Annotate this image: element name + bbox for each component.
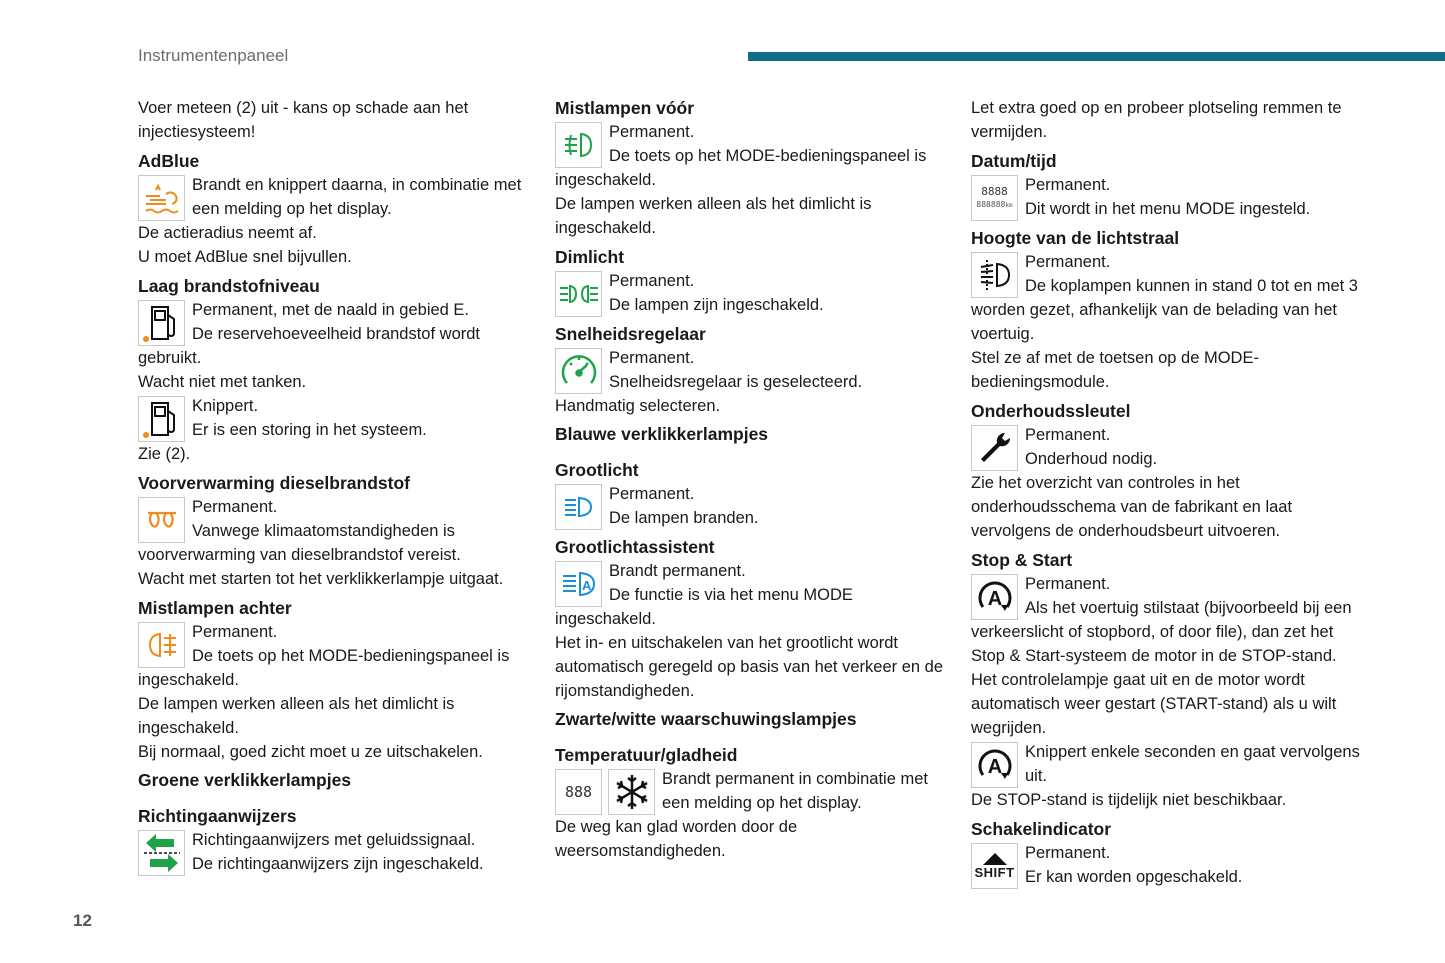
odometer-digits xyxy=(976,200,1012,211)
running-header: Instrumentenpaneel xyxy=(138,46,289,65)
fuel-pump-icon xyxy=(138,300,185,346)
rear-fog-line3: De lampen werken alleen als het dimlicht is ingeschakeld. xyxy=(138,695,455,737)
section-title: Grootlicht xyxy=(555,460,639,480)
preheat-block xyxy=(138,495,530,567)
snowflake-icon xyxy=(608,769,655,815)
front-fog-line3: De lampen werken alleen als het dimlicht is ingeschakeld. xyxy=(555,195,872,237)
cruise-line3: Handmatig selecteren. xyxy=(555,397,721,415)
cruise-control-icon xyxy=(555,348,602,394)
adblue-line1: Brandt en knippert daarna, in combinatie met een melding op het display. xyxy=(192,176,522,218)
section-title: Grootlichtassistent xyxy=(555,537,715,557)
cruise-line2: Snelheidsregelaar is geselecteerd. xyxy=(609,373,863,391)
front-fog-block xyxy=(555,120,947,192)
temp-line1: Brandt permanent in combinatie met een melding op het display. xyxy=(662,770,928,812)
fuel-line4: Knippert. xyxy=(192,397,259,415)
rear-fog-light-icon xyxy=(138,622,185,668)
turn-signal-arrows-icon xyxy=(138,830,185,876)
beam-assist-line2: De functie is via het menu MODE ingeschakeld. xyxy=(555,586,853,628)
preheat-line1: Permanent. xyxy=(192,498,278,516)
section-title: Dimlicht xyxy=(555,247,625,267)
stopstart-line5: De STOP-stand is tijdelijk niet beschikbaar. xyxy=(971,791,1287,809)
temp-line2: De weg kan glad worden door de weersomstandigheden. xyxy=(555,818,798,860)
fuel-line5: Er is een storing in het systeem. xyxy=(192,421,427,439)
shift-block xyxy=(971,841,1371,889)
section-title: Schakelindicator xyxy=(971,819,1112,839)
section-title: Stop & Start xyxy=(971,550,1073,570)
side-lights-icon xyxy=(555,271,602,317)
intro-text: Voer meteen (2) uit - kans op schade aan het injectiesysteem! xyxy=(138,99,469,141)
main-beam-line1: Permanent. xyxy=(609,485,695,503)
odometer-unit: km xyxy=(1005,201,1013,209)
dipped-line1: Permanent. xyxy=(609,272,695,290)
adblue-icon xyxy=(138,175,185,221)
datetime-line1: Permanent. xyxy=(1025,176,1111,194)
beam-height-line2: De koplampen kunnen in stand 0 tot en met 3 worden gezet, afhankelijk van de belading van het voertuig. xyxy=(971,277,1358,343)
beam-height-line1: Permanent. xyxy=(1025,253,1111,271)
beam-assist-block xyxy=(555,559,947,631)
section-title: Mistlampen vóór xyxy=(555,98,695,118)
main-beam-icon xyxy=(555,484,602,530)
dipped-line2: De lampen zijn ingeschakeld. xyxy=(609,296,824,314)
stop-start-letter: A xyxy=(987,588,1002,610)
svg-text:A: A xyxy=(581,578,591,593)
beam-assist-line3: Het in- en uitschakelen van het grootlicht wordt automatisch geregeld op basis van het verkeer en de rijomstandigheden. xyxy=(555,634,943,700)
group-heading: Blauwe verklikkerlampjes xyxy=(555,424,769,444)
fuel-line2: De reservehoeveelheid brandstof wordt gebruikt. xyxy=(138,325,481,367)
rear-fog-block xyxy=(138,620,530,692)
column-2 xyxy=(555,96,947,863)
stopstart-block-2 xyxy=(971,740,1371,788)
clock-display-icon xyxy=(971,175,1018,221)
page-number: 12 xyxy=(73,911,92,930)
rear-fog-line2: De toets op het MODE-bedieningspaneel is ingeschakeld. xyxy=(138,647,510,689)
shift-up-icon xyxy=(971,843,1018,889)
service-line2: Onderhoud nodig. xyxy=(1025,450,1158,468)
column-3 xyxy=(971,96,1371,889)
clock-digits: 8888 xyxy=(981,184,1008,198)
cruise-block xyxy=(555,346,947,394)
stop-start-icon xyxy=(971,742,1018,788)
headlamp-levelling-icon xyxy=(971,252,1018,298)
stop-start-icon xyxy=(971,574,1018,620)
fuel-line1: Permanent, met de naald in gebied E. xyxy=(192,301,470,319)
section-title: Hoogte van de lichtstraal xyxy=(971,228,1180,248)
stopstart-line2: Als het voertuig stilstaat (bijvoorbeeld bij een verkeerslicht of stopbord, of door file), dan zet het Stop & Start-systeem de motor in de STOP-stand. xyxy=(971,599,1352,665)
fuel-block-2 xyxy=(138,394,530,442)
section-title: Voorverwarming dieselbrandstof xyxy=(138,473,410,493)
preheat-line2: Vanwege klimaatomstandigheden is voorverwarming van dieselbrandstof vereist. xyxy=(138,522,461,564)
beam-height-line3: Stel ze af met de toetsen op de MODE-bedieningsmodule. xyxy=(971,349,1259,391)
fuel-block-1 xyxy=(138,298,530,370)
indicators-line1: Richtingaanwijzers met geluidssignaal. xyxy=(192,831,476,849)
stopstart-line1: Permanent. xyxy=(1025,575,1111,593)
front-fog-light-icon xyxy=(555,122,602,168)
indicators-block xyxy=(138,828,530,876)
cruise-line1: Permanent. xyxy=(609,349,695,367)
stopstart-block-1 xyxy=(971,572,1371,668)
fuel-pump-icon xyxy=(138,396,185,442)
fuel-line3: Wacht niet met tanken. xyxy=(138,373,307,391)
front-fog-line2: De toets op het MODE-bedieningspaneel is ingeschakeld. xyxy=(555,147,927,189)
dipped-block xyxy=(555,269,947,317)
section-title: Snelheidsregelaar xyxy=(555,324,706,344)
front-fog-line1: Permanent. xyxy=(609,123,695,141)
service-line1: Permanent. xyxy=(1025,426,1111,444)
group-heading: Zwarte/witte waarschuwingslampjes xyxy=(555,709,857,729)
adblue-block xyxy=(138,173,530,221)
preheat-line3: Wacht met starten tot het verklikkerlampje uitgaat. xyxy=(138,570,504,588)
section-title: Datum/tijd xyxy=(971,151,1057,171)
section-title: Laag brandstofniveau xyxy=(138,276,320,296)
temperature-display-icon xyxy=(555,769,602,815)
service-line3: Zie het overzicht van controles in het onderhoudsschema van de fabrikant en laat vervolgens de onderhoudsbeurt uitvoeren. xyxy=(971,474,1293,540)
section-title: Temperatuur/gladheid xyxy=(555,745,738,765)
shift-line2: Er kan worden opgeschakeld. xyxy=(1025,868,1243,886)
stopstart-line3: Het controlelampje gaat uit en de motor wordt automatisch weer gestart (START-stand) als u wilt wegrijden. xyxy=(971,671,1337,737)
datetime-line2: Dit wordt in het menu MODE ingesteld. xyxy=(1025,200,1311,218)
intro-text: Let extra goed op en probeer plotseling remmen te vermijden. xyxy=(971,99,1342,141)
datetime-block xyxy=(971,173,1371,221)
group-heading: Groene verklikkerlampjes xyxy=(138,770,352,790)
fuel-line6: Zie (2). xyxy=(138,445,191,463)
temp-display-text: 888 xyxy=(564,783,593,801)
header-bar xyxy=(748,52,1445,61)
column-1 xyxy=(138,96,530,876)
rear-fog-line1: Permanent. xyxy=(192,623,278,641)
stop-start-letter: A xyxy=(987,756,1002,778)
section-title: Richtingaanwijzers xyxy=(138,806,297,826)
shift-label: SHIFT xyxy=(974,864,1015,880)
adblue-line2: De actieradius neemt af. xyxy=(138,224,317,242)
temp-block xyxy=(555,767,947,815)
shift-line1: Permanent. xyxy=(1025,844,1111,862)
section-title: Onderhoudssleutel xyxy=(971,401,1131,421)
main-beam-block xyxy=(555,482,947,530)
beam-assist-line1: Brandt permanent. xyxy=(609,562,746,580)
indicators-line2: De richtingaanwijzers zijn ingeschakeld. xyxy=(192,855,484,873)
glow-plug-icon xyxy=(138,497,185,543)
rear-fog-line4: Bij normaal, goed zicht moet u ze uitschakelen. xyxy=(138,743,483,761)
high-beam-assist-icon xyxy=(555,561,602,607)
stopstart-line4: Knippert enkele seconden en gaat vervolgens uit. xyxy=(1025,743,1360,785)
service-block xyxy=(971,423,1371,471)
main-beam-line2: De lampen branden. xyxy=(609,509,759,527)
odometer-value: 888888 xyxy=(976,199,1006,209)
section-title: AdBlue xyxy=(138,151,200,171)
wrench-icon xyxy=(971,425,1018,471)
section-title: Mistlampen achter xyxy=(138,598,292,618)
adblue-line3: U moet AdBlue snel bijvullen. xyxy=(138,248,352,266)
beam-height-block xyxy=(971,250,1371,346)
